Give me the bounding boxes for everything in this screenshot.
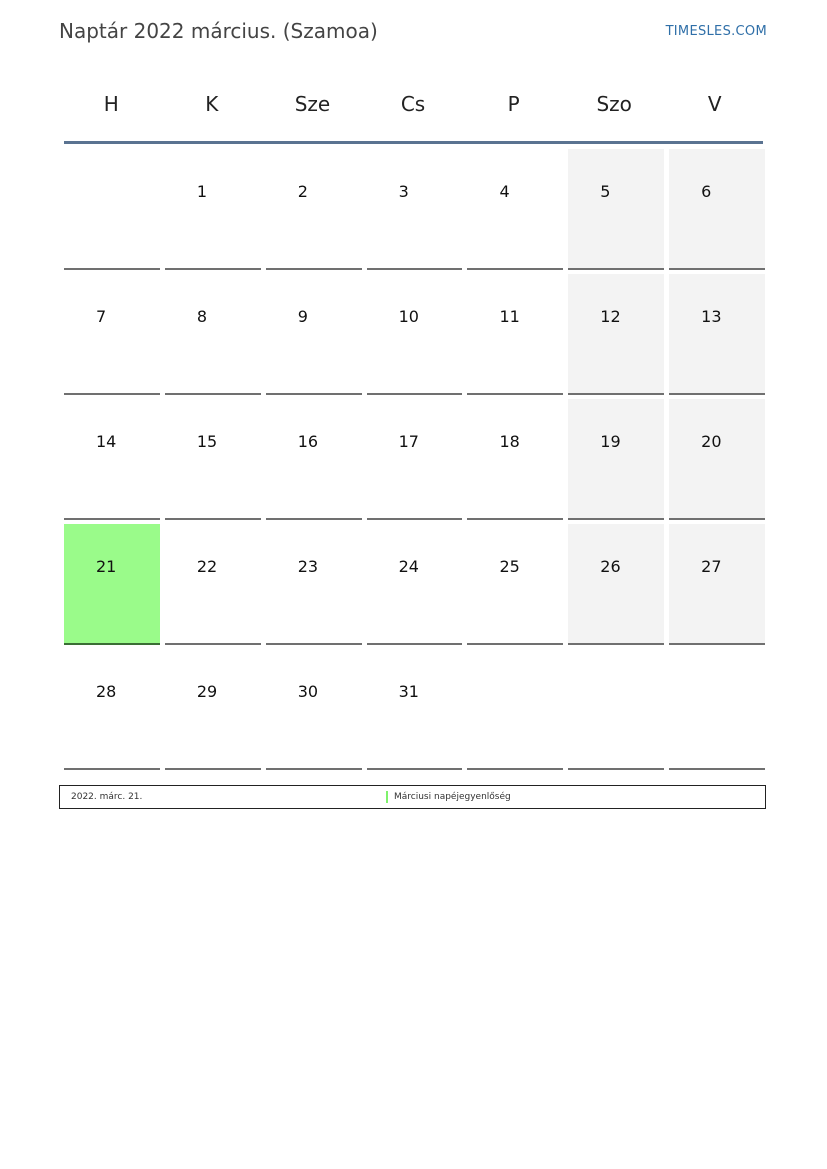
weekday-friday: P — [507, 92, 520, 116]
day-number: 11 — [499, 307, 520, 326]
day-cell — [165, 149, 261, 270]
event-marker-icon — [386, 791, 388, 803]
weekend-day-cell — [568, 149, 664, 270]
day-number: 27 — [701, 557, 722, 576]
day-cell — [165, 524, 261, 645]
calendar-week — [64, 274, 765, 399]
calendar-grid — [64, 149, 765, 774]
day-number: 22 — [196, 557, 218, 576]
calendar-week — [64, 149, 765, 274]
day-number: 13 — [701, 307, 722, 326]
day-number: 1 — [196, 182, 208, 201]
highlighted-day-cell — [64, 524, 160, 645]
weekday-tuesday: K — [205, 92, 219, 116]
day-cell — [266, 524, 362, 645]
day-cell — [467, 274, 563, 395]
day-number: 3 — [398, 182, 409, 201]
day-cell — [568, 649, 664, 770]
weekend-day-cell — [568, 524, 664, 645]
day-cell — [467, 649, 563, 770]
day-number: 21 — [96, 557, 117, 576]
day-cell — [165, 649, 261, 770]
day-cell — [266, 649, 362, 770]
day-number: 31 — [398, 682, 419, 701]
weekend-day-cell — [669, 149, 765, 270]
day-cell — [367, 524, 463, 645]
day-number: 5 — [600, 182, 611, 201]
calendar-week — [64, 399, 765, 524]
site-link[interactable]: TIMESLES.COM — [665, 24, 767, 39]
day-cell — [64, 149, 160, 270]
header-divider — [64, 141, 763, 144]
day-number: 19 — [600, 432, 621, 451]
weekday-wednesday: Sze — [294, 92, 331, 116]
legend-box — [59, 785, 766, 809]
day-cell — [467, 399, 563, 520]
weekend-day-cell — [669, 399, 765, 520]
weekday-monday: H — [103, 92, 119, 116]
day-cell — [64, 399, 160, 520]
day-cell — [467, 149, 563, 270]
day-cell — [367, 399, 463, 520]
day-cell — [467, 524, 563, 645]
day-cell — [64, 649, 160, 770]
weekday-sunday: V — [707, 92, 722, 116]
day-number: 8 — [196, 307, 208, 326]
day-number: 7 — [96, 307, 107, 326]
weekend-day-cell — [669, 524, 765, 645]
day-cell — [367, 149, 463, 270]
day-number: 14 — [96, 432, 117, 451]
legend-event — [386, 791, 511, 803]
day-cell — [266, 399, 362, 520]
weekend-day-cell — [669, 274, 765, 395]
day-cell — [266, 274, 362, 395]
calendar-week — [64, 524, 765, 649]
day-number: 16 — [297, 432, 319, 451]
calendar-week — [64, 649, 765, 774]
day-number: 2 — [297, 182, 308, 201]
weekend-day-cell — [568, 399, 664, 520]
day-cell — [266, 149, 362, 270]
day-number: 20 — [701, 432, 722, 451]
day-cell — [165, 274, 261, 395]
weekend-day-cell — [568, 274, 664, 395]
day-number: 15 — [196, 432, 218, 451]
day-cell — [367, 649, 463, 770]
weekday-thursday: Cs — [400, 92, 426, 116]
day-number: 18 — [499, 432, 520, 451]
page-title: Naptár 2022 március. (Szamoa) — [59, 19, 378, 43]
day-number: 24 — [398, 557, 419, 576]
day-number: 26 — [600, 557, 621, 576]
legend-event-label: Márciusi napéjegyenlőség — [394, 792, 511, 802]
day-cell — [165, 399, 261, 520]
weekday-header — [61, 86, 765, 122]
day-cell — [669, 649, 765, 770]
day-number: 9 — [297, 307, 308, 326]
day-number: 28 — [96, 682, 117, 701]
day-number: 23 — [297, 557, 319, 576]
day-cell — [367, 274, 463, 395]
day-cell — [64, 274, 160, 395]
weekday-saturday: Szo — [596, 92, 632, 116]
day-number: 29 — [196, 682, 218, 701]
day-number: 4 — [499, 182, 510, 201]
day-number: 6 — [701, 182, 712, 201]
day-number: 25 — [499, 557, 520, 576]
day-number: 12 — [600, 307, 621, 326]
day-number: 17 — [398, 432, 419, 451]
legend-date: 2022. márc. 21. — [71, 792, 143, 802]
day-number: 10 — [398, 307, 419, 326]
day-number: 30 — [297, 682, 319, 701]
